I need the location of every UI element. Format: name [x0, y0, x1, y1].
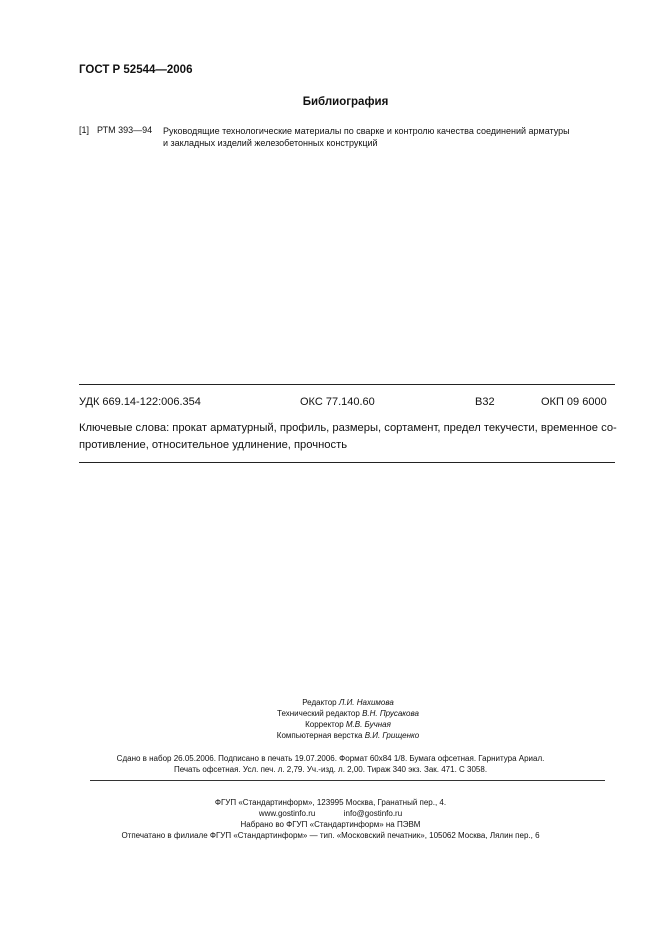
- tech-editor-label: Технический редактор: [277, 709, 360, 718]
- okp-code: ОКП 09 6000: [541, 396, 607, 408]
- reference-code: РТМ 393—94: [97, 125, 153, 135]
- publisher-line4: Отпечатано в филиале ФГУП «Стандартинформ» — тип. «Московский печатник», 105062 Москва, Лялин пер., 6: [121, 831, 540, 840]
- proofreader-label: Корректор: [305, 720, 344, 729]
- credit-layout: [0, 731, 661, 740]
- publisher-email: info@gostinfo.ru: [343, 809, 403, 818]
- keywords-line1: Ключевые слова: прокат арматурный, профиль, размеры, сортамент, предел текучести, временное со-: [79, 422, 617, 434]
- keywords: [79, 420, 619, 454]
- keywords-line2: противление, относительное удлинение, прочность: [79, 439, 348, 451]
- standard-code: ГОСТ Р 52544—2006: [79, 64, 193, 76]
- layout-name: В.И. Грищенко: [364, 731, 420, 740]
- udk-code: УДК 669.14-122:006.354: [79, 396, 201, 408]
- layout-label: Компьютерная верстка: [276, 731, 363, 740]
- oks-code: ОКС 77.140.60: [300, 396, 375, 408]
- publisher-website: www.gostinfo.ru: [258, 809, 316, 818]
- credit-editor: [0, 698, 661, 707]
- reference-text-line1: Руководящие технологические материалы по сварке и контролю качества соединений арматуры: [163, 126, 570, 136]
- editor-name: Л.И. Нахимова: [338, 698, 394, 707]
- proofreader-name: М.В. Бучная: [345, 720, 391, 729]
- reference-text-line2: и закладных изделий железобетонных конструкций: [163, 138, 378, 148]
- print-info-line1: Сдано в набор 26.05.2006. Подписано в печать 19.07.2006. Формат 60x84 1/8. Бумага офсетная. Гарнитура Ариал.: [116, 754, 545, 763]
- bibliography-title: Библиография: [302, 96, 389, 108]
- print-info-line2: Печать офсетная. Усл. печ. л. 2,79. Уч.-изд. л. 2,00. Тираж 340 экз. Зак. 471. С 3058.: [173, 765, 488, 774]
- credit-tech-editor: [0, 709, 661, 718]
- footer-divider: [90, 780, 605, 781]
- publisher-line1: ФГУП «Стандартинформ», 123995 Москва, Гранатный пер., 4.: [214, 798, 447, 807]
- divider-top: [79, 384, 615, 385]
- publisher-line3: Набрано во ФГУП «Стандартинформ» на ПЭВМ: [240, 820, 421, 829]
- group-code: В32: [475, 396, 495, 408]
- reference-number: [1]: [79, 125, 90, 135]
- divider-bottom: [79, 462, 615, 463]
- credit-proofreader: [0, 720, 661, 729]
- publisher-contacts: [0, 809, 661, 818]
- tech-editor-name: В.Н. Прусакова: [362, 709, 419, 718]
- editor-label: Редактор: [302, 698, 337, 707]
- reference-text: [163, 125, 623, 149]
